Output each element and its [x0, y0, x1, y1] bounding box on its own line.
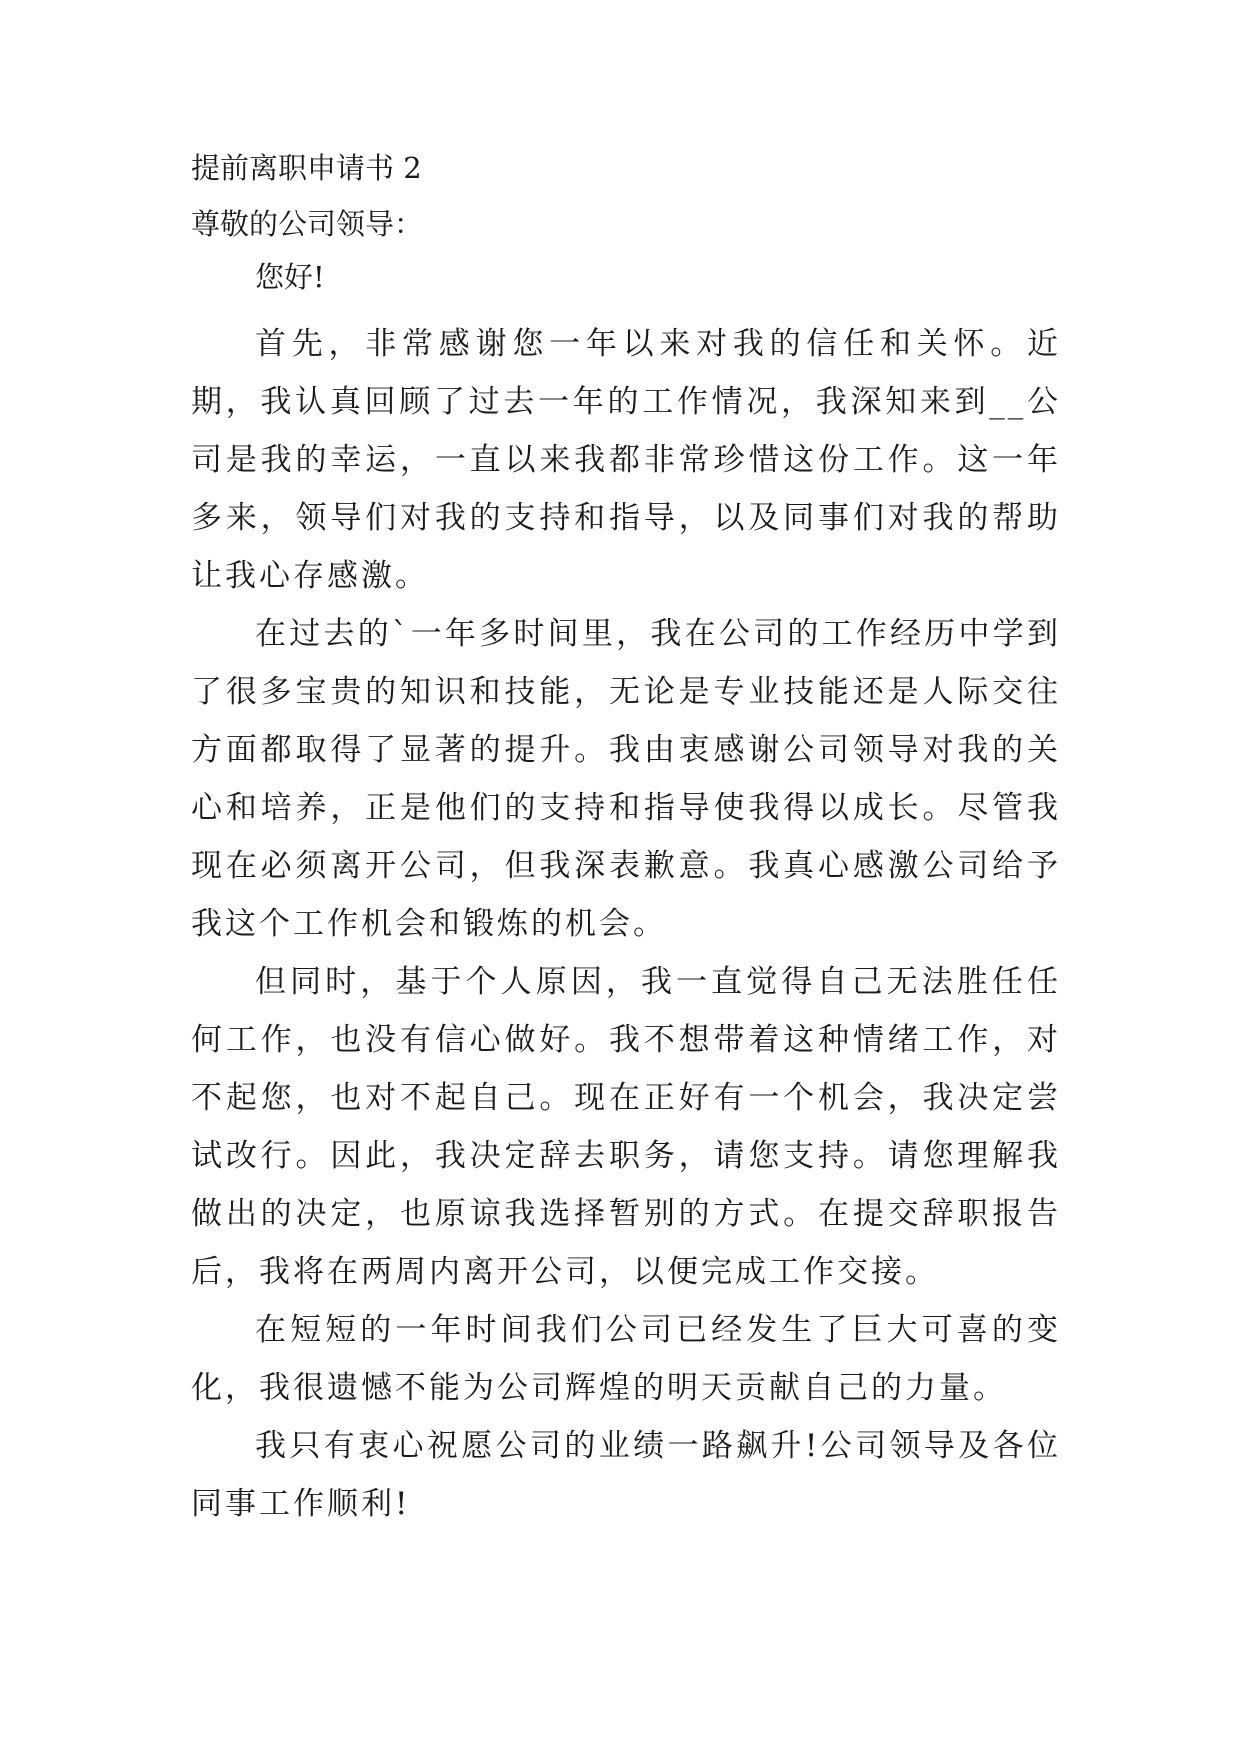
document-title: 提前离职申请书 2: [191, 151, 422, 185]
paragraph-reason: 但同时，基于个人原因，我一直觉得自己无法胜任任何工作，也没有信心做好。我不想带着这种情绪工作，对不起您，也对不起自己。现在正好有一个机会，我决定尝试改行。因此，我决定辞去职务，请您支持。请您理解我做出的决定，也原谅我选择暂别的方式。在提交辞职报告后，我将在两周内离开公司，以便完成工作交接。: [191, 964, 1061, 1290]
paragraph-regret: 在短短的一年时间我们公司已经发生了巨大可喜的变化，我很遗憾不能为公司辉煌的明天贡献自己的力量。: [191, 1312, 1061, 1406]
paragraph-wishes: 我只有衷心祝愿公司的业绩一路飙升!公司领导及各位同事工作顺利!: [191, 1428, 1061, 1522]
paragraph-gratitude: 首先，非常感谢您一年以来对我的信任和关怀。近期，我认真回顾了过去一年的工作情况，我深知来到__公司是我的幸运，一直以来我都非常珍惜这份工作。这一年多来，领导们对我的支持和指导，以及同事们对我的帮助让我心存感激。: [191, 326, 1061, 594]
document-page: [191, 150, 1061, 1533]
greeting: 您好!: [255, 260, 325, 294]
paragraph-experience: 在过去的`一年多时间里，我在公司的工作经历中学到了很多宝贵的知识和技能，无论是专业技能还是人际交往方面都取得了显著的提升。我由衷感谢公司领导对我的关心和培养，正是他们的支持和指导使我得以成长。尽管我现在必须离开公司，但我深表歉意。我真心感激公司给予我这个工作机会和锻炼的机会。: [191, 616, 1061, 942]
salutation: 尊敬的公司领导：: [191, 207, 424, 241]
